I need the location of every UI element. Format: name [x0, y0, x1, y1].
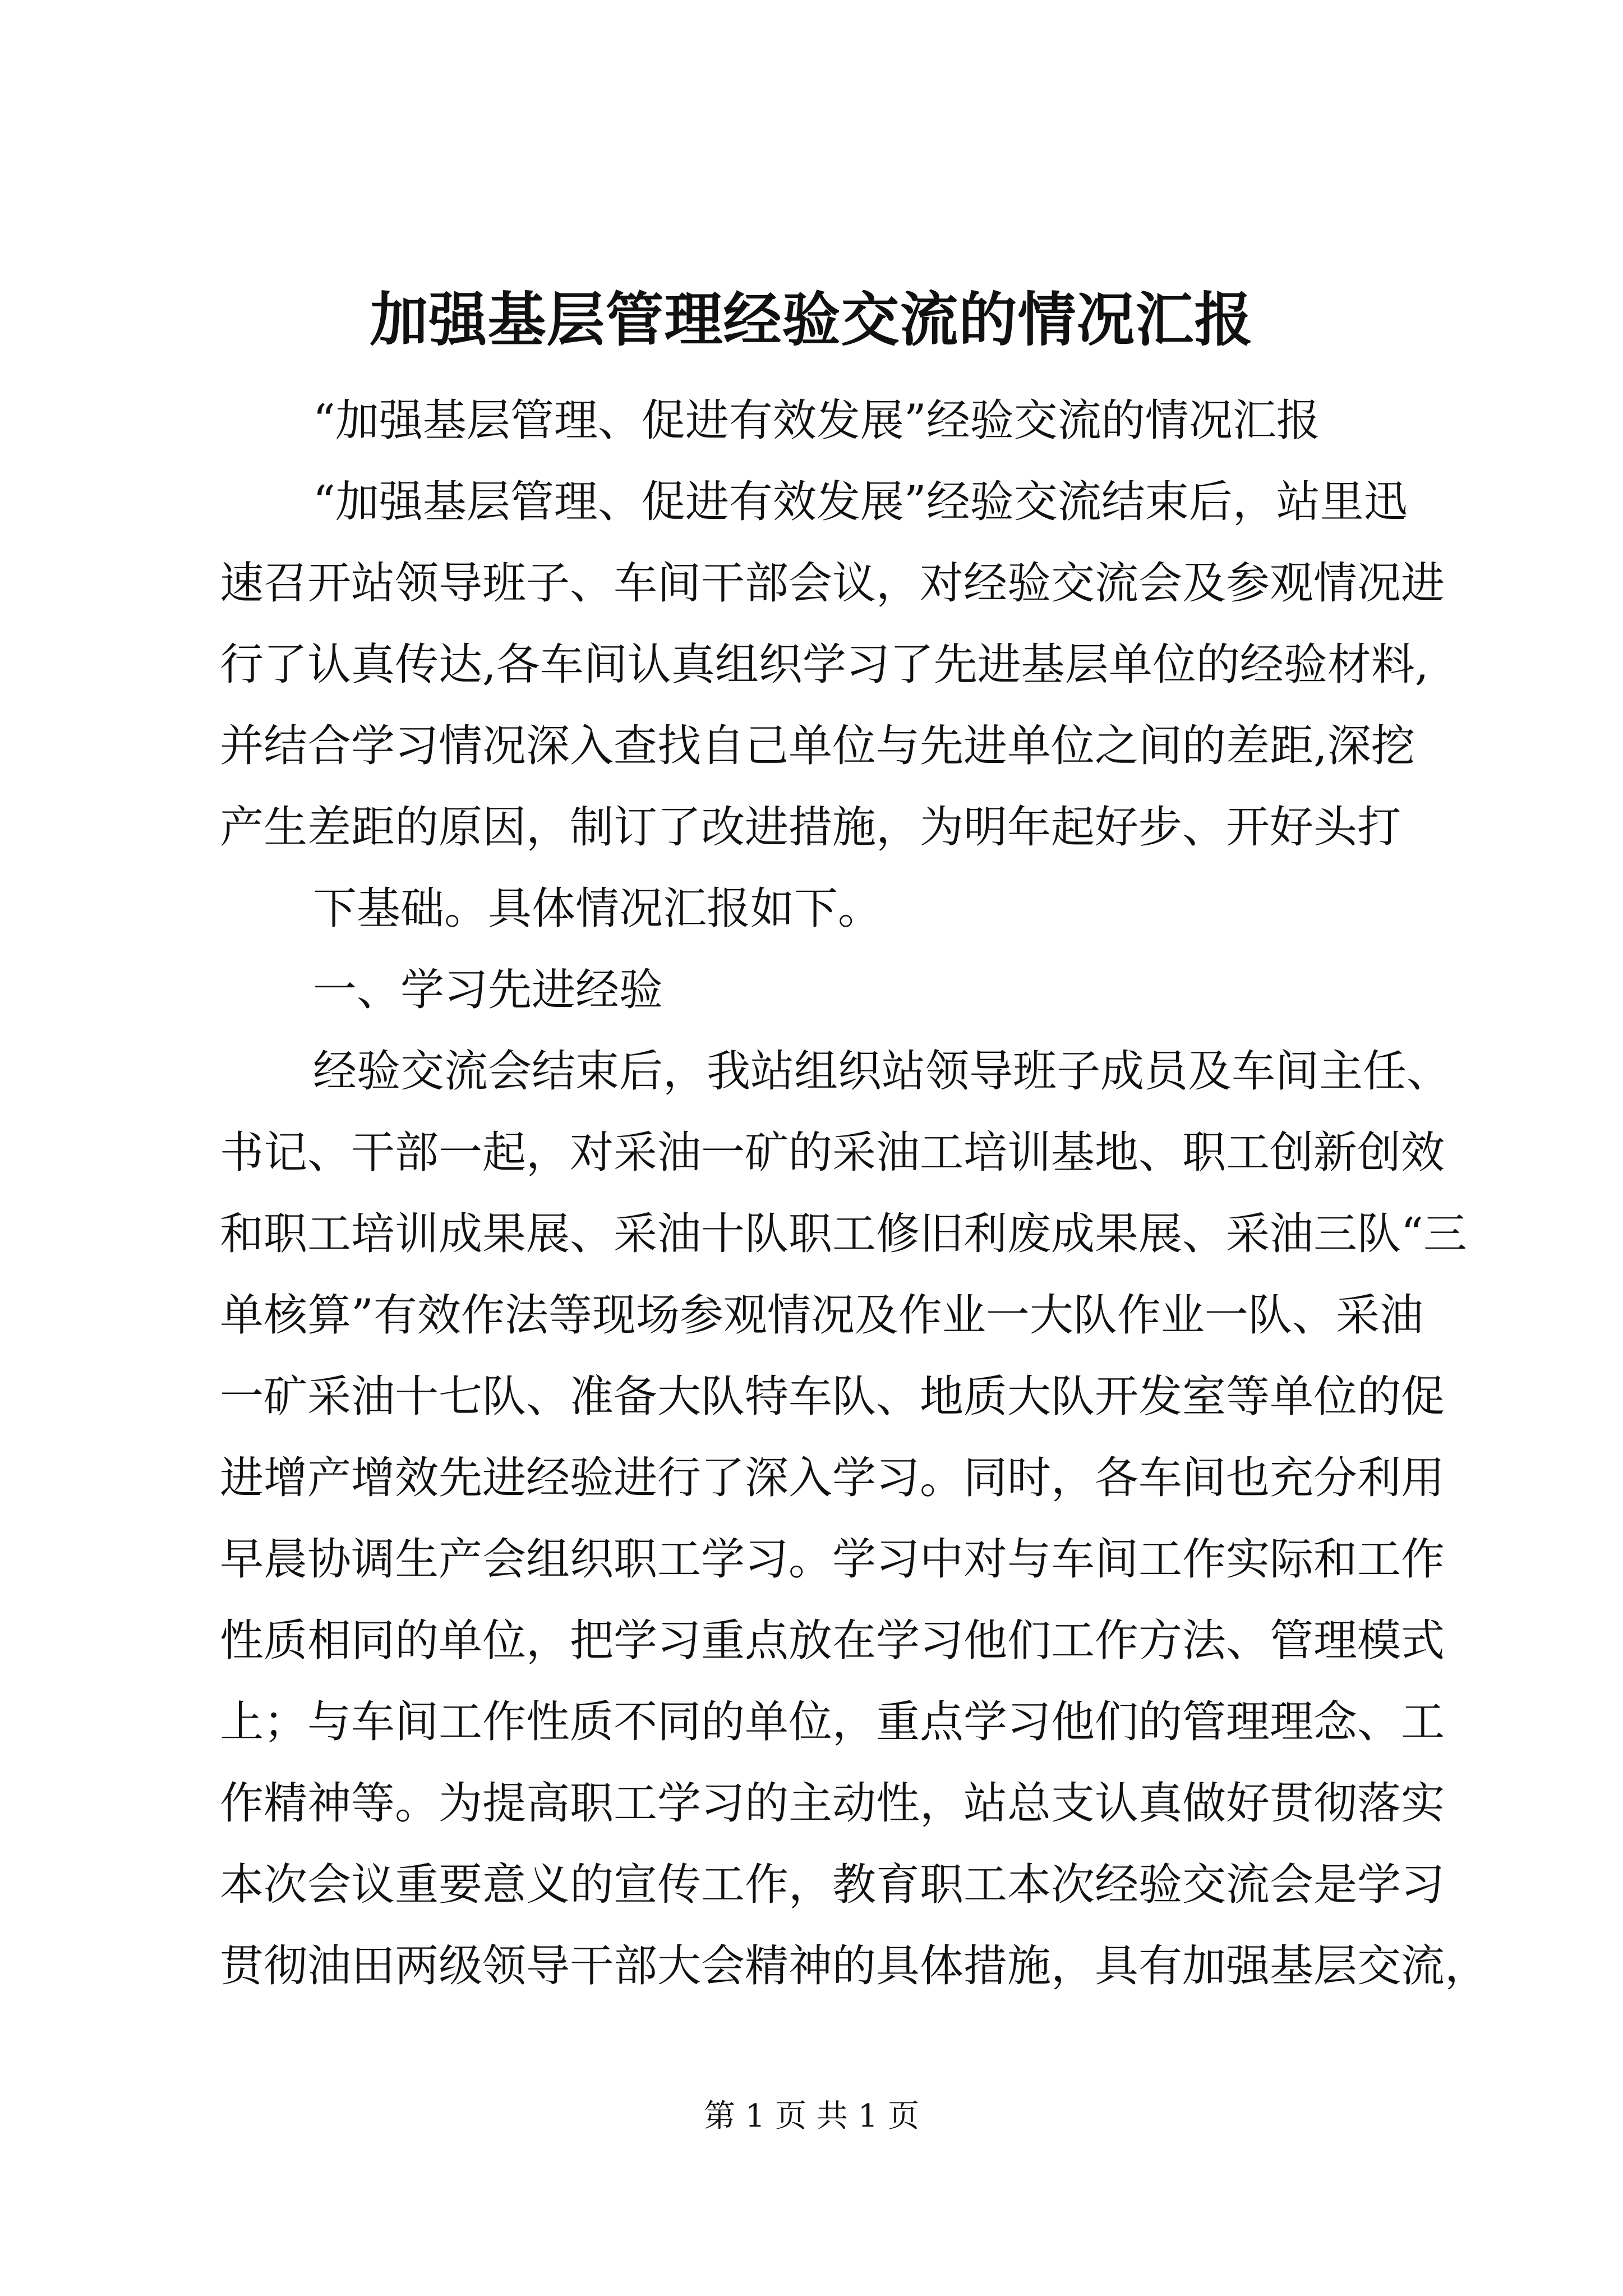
- paragraph-line: 上；与车间工作性质不同的单位，重点学习他们的管理理念、工: [220, 1697, 1445, 1747]
- paragraph-line: 性质相同的单位，把学习重点放在学习他们工作方法、管理模式: [220, 1616, 1445, 1666]
- paragraph-line: 早晨协调生产会组织职工学习。学习中对与车间工作实际和工作: [220, 1534, 1445, 1585]
- paragraph-line: “加强基层管理、促进有效发展”经验交流结束后，站里迅: [313, 477, 1408, 527]
- paragraph-line: 并结合学习情况深入查找自己单位与先进单位之间的差距,深挖: [220, 721, 1415, 771]
- page-footer: 第 1 页 共 1 页: [703, 2098, 920, 2134]
- paragraph-line: 单核算”有效作法等现场参观情况及作业一大队作业一队、采油: [220, 1290, 1423, 1341]
- paragraph-line: 下基础。具体情况汇报如下。: [313, 884, 882, 934]
- subtitle-line: “加强基层管理、促进有效发展”经验交流的情况汇报: [313, 395, 1320, 446]
- paragraph-line: 产生差距的原因，制订了改进措施，为明年起好步、开好头打: [220, 802, 1401, 853]
- paragraph-line: 进增产增效先进经验进行了深入学习。同时，各车间也充分利用: [220, 1453, 1445, 1503]
- paragraph-line: 书记、干部一起，对采油一矿的采油工培训基地、职工创新创效: [220, 1128, 1445, 1178]
- paragraph-line: 经验交流会结束后，我站组织站领导班子成员及车间主任、: [313, 1046, 1451, 1097]
- section-heading: 一、学习先进经验: [313, 965, 663, 1015]
- paragraph-line: 行了认真传达,各车间认真组织学习了先进基层单位的经验材料,: [220, 639, 1429, 690]
- paragraph-line: 本次会议重要意义的宣传工作，教育职工本次经验交流会是学习: [220, 1860, 1445, 1910]
- paragraph-line: 速召开站领导班子、车间干部会议，对经验交流会及参观情况进: [220, 558, 1445, 609]
- paragraph-line: 贯彻油田两级领导干部大会精神的具体措施，具有加强基层交流，: [220, 1941, 1489, 1991]
- paragraph-line: 作精神等。为提高职工学习的主动性，站总支认真做好贯彻落实: [220, 1778, 1445, 1829]
- document-title: 加强基层管理经验交流的情况汇报: [370, 285, 1253, 354]
- paragraph-line: 和职工培训成果展、采油十队职工修旧利废成果展、采油三队“三: [220, 1209, 1467, 1259]
- paragraph-line: 一矿采油十七队、准备大队特车队、地质大队开发室等单位的促: [220, 1372, 1445, 1422]
